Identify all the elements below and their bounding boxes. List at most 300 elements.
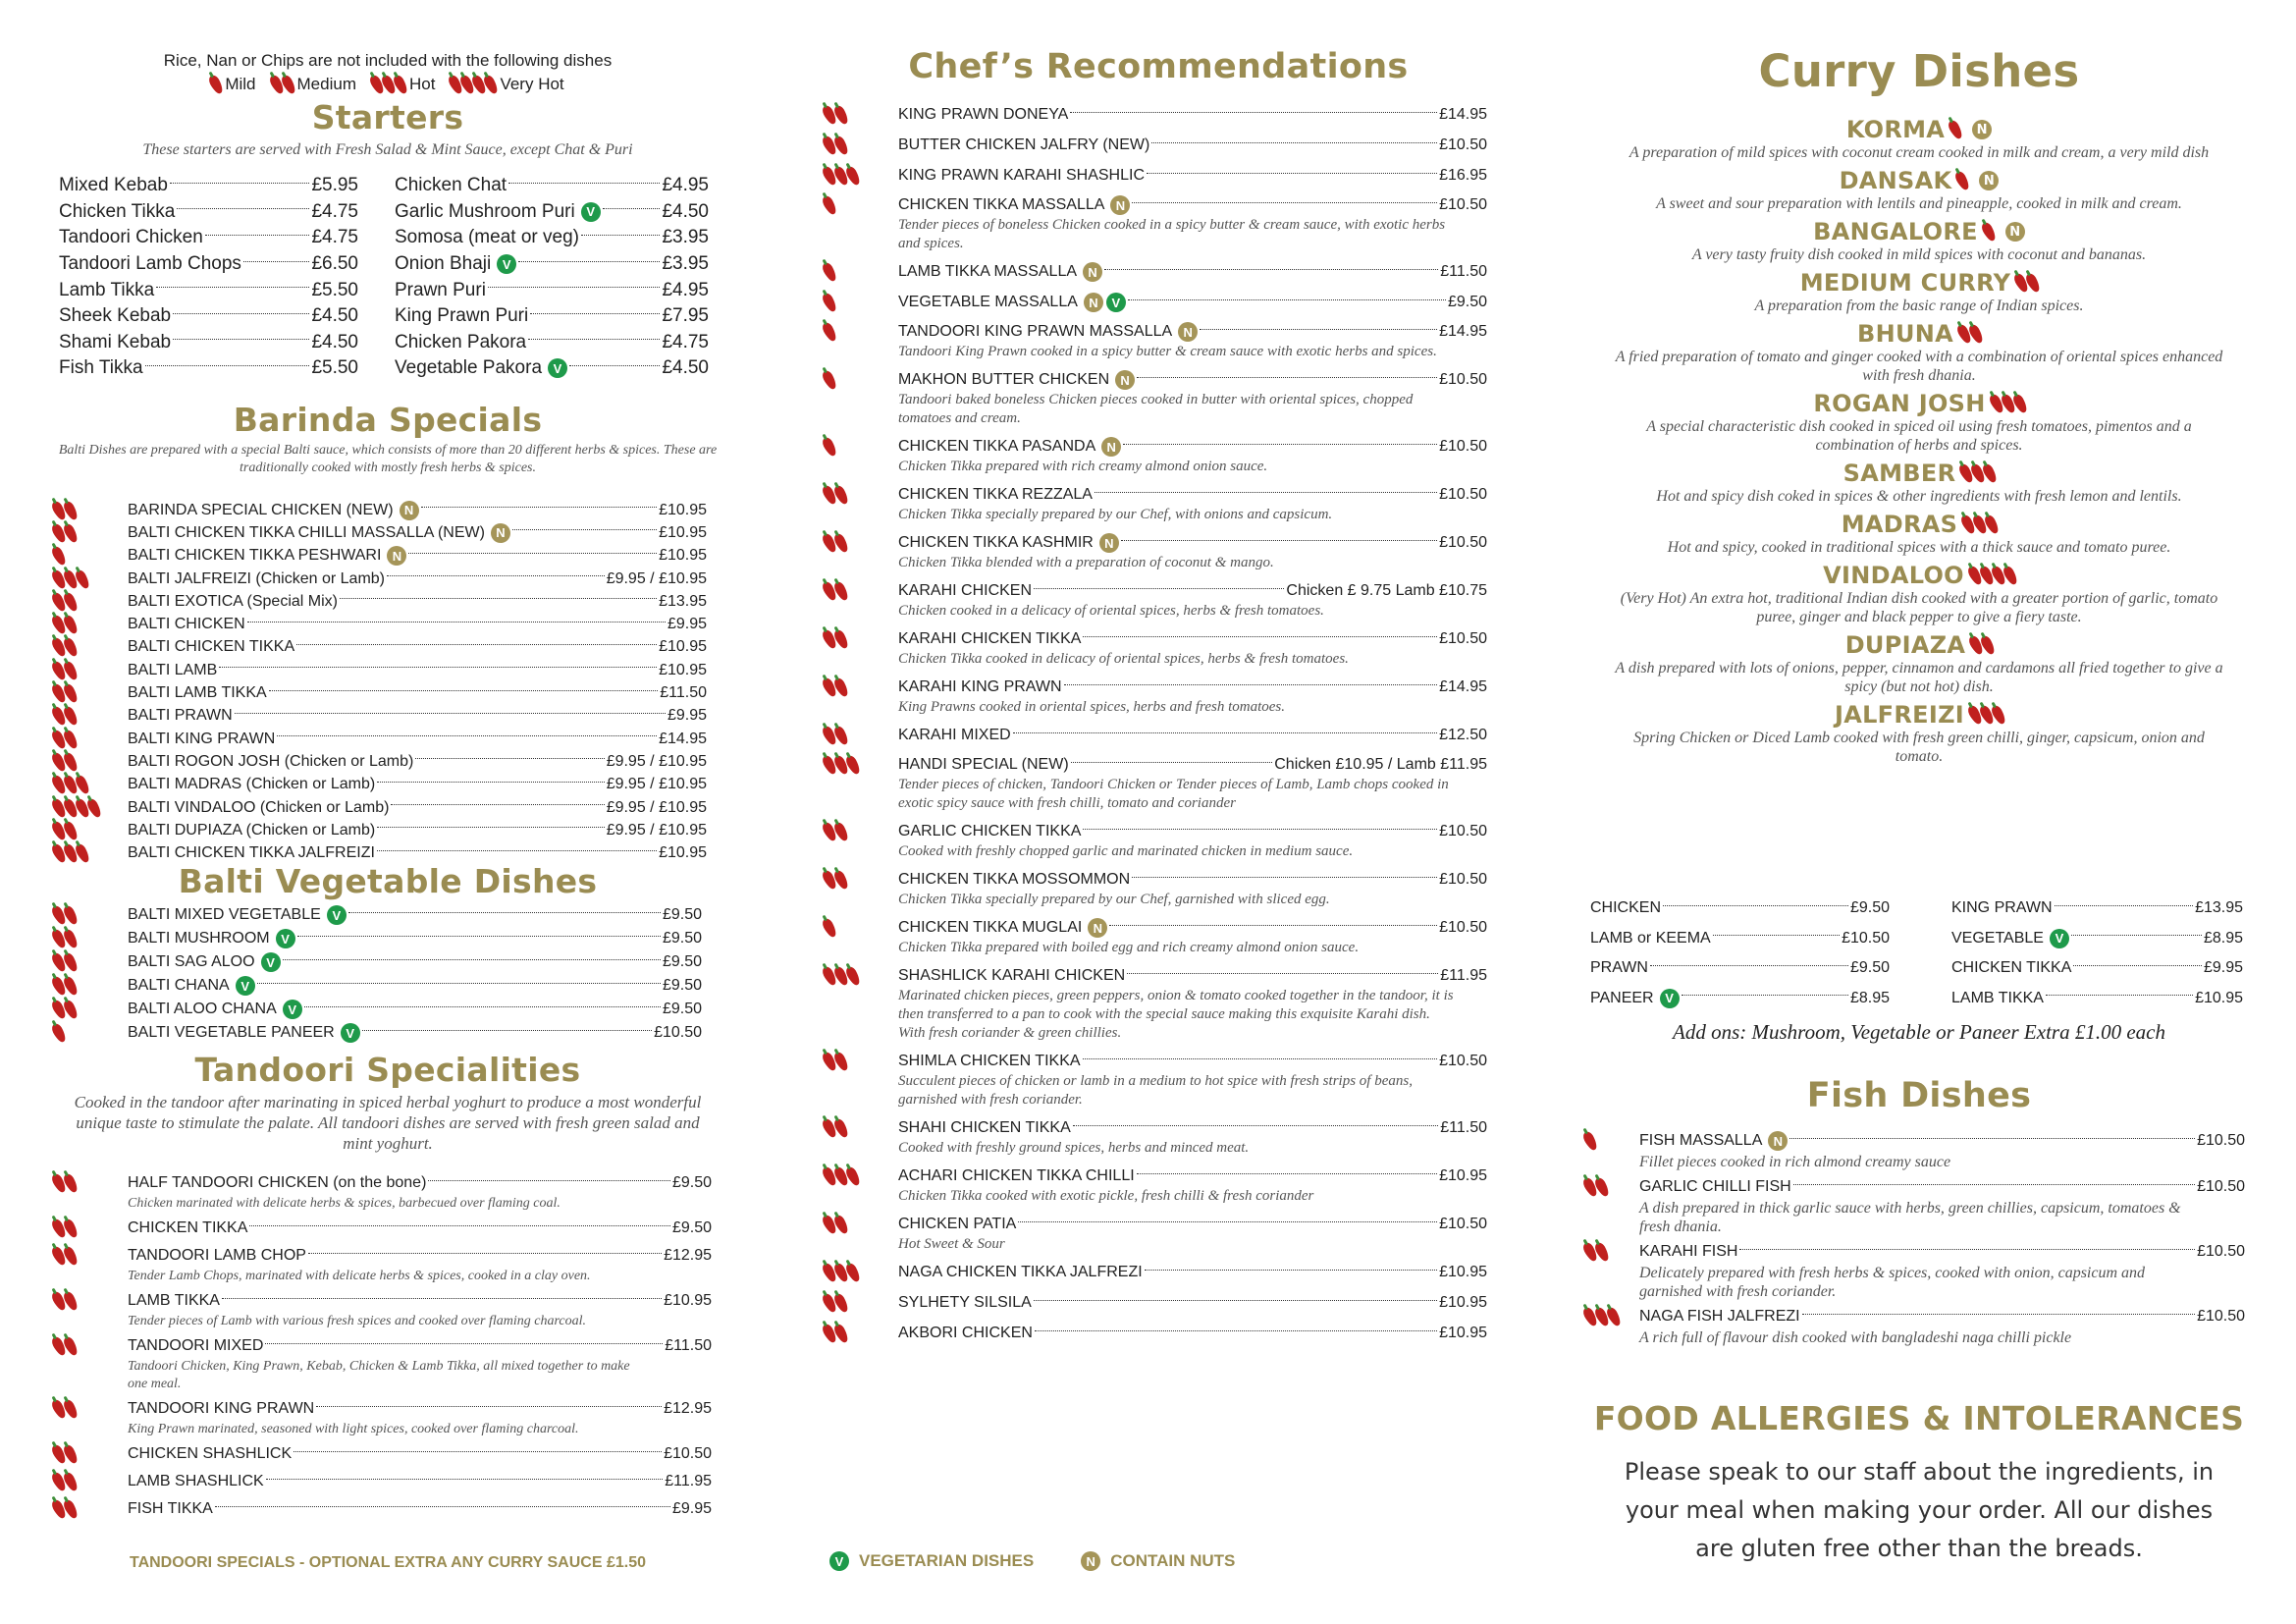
- badge-group: [1115, 370, 1135, 390]
- item-price: £9.50: [662, 977, 702, 994]
- menu-item: [54, 659, 707, 681]
- heat-cell: [54, 1399, 128, 1419]
- menu-item: [54, 1442, 712, 1466]
- legend-item: [372, 75, 435, 94]
- item-name: BALTI CHICKEN TIKKA JALFREIZI: [128, 844, 375, 862]
- item-price: £9.95: [671, 1500, 712, 1517]
- item-price: £10.50: [1439, 1053, 1487, 1069]
- item-name: Garlic Mushroom Puri: [395, 200, 575, 222]
- item-name: KING PRAWN KARAHI SHASHLIC: [898, 167, 1146, 184]
- dot-leader: [488, 287, 661, 288]
- menu-item: [54, 545, 707, 568]
- heat-cell: [825, 195, 898, 215]
- menu-item: [54, 636, 707, 659]
- menu-item: [395, 303, 709, 330]
- menu-item: [54, 1470, 712, 1493]
- dot-leader: [1121, 540, 1437, 541]
- dot-leader: [377, 827, 604, 828]
- item-price: £10.50: [2197, 1308, 2245, 1325]
- chili-rating: [272, 75, 294, 94]
- item-price: £10.50: [664, 1445, 712, 1462]
- chili-rating: [54, 1000, 76, 1019]
- chili-rating: [211, 75, 221, 94]
- menu-item: [825, 135, 1487, 156]
- nuts-icon: N: [1084, 293, 1103, 312]
- dot-leader: [362, 1030, 652, 1031]
- heat-cell: [54, 637, 128, 657]
- item-price: £10.95: [659, 638, 707, 656]
- chili-rating: [825, 1166, 858, 1186]
- legend-label: Medium: [296, 75, 356, 93]
- menu-item: [54, 774, 707, 796]
- item-price: £10.50: [1439, 919, 1487, 936]
- item-name: Chicken Pakora: [395, 331, 527, 352]
- chili-icon: [1980, 221, 1998, 243]
- curry-name: MEDIUM CURRY: [1799, 269, 2011, 297]
- heat-cell: [825, 1293, 898, 1313]
- menu-item: [54, 1021, 702, 1045]
- dot-leader: [316, 1406, 662, 1407]
- badge-group: [1083, 262, 1102, 282]
- chili-rating: [1961, 463, 1995, 483]
- dot-leader: [297, 936, 661, 937]
- item-price: £11.95: [1440, 967, 1487, 984]
- heat-cell: [54, 546, 128, 566]
- chili-rating: [1585, 1131, 1595, 1151]
- chili-rating: [54, 569, 87, 589]
- heat-cell: [825, 1166, 898, 1186]
- menu-item: [825, 436, 1487, 458]
- item-price: £11.50: [1440, 1119, 1487, 1136]
- chili-rating: [825, 1324, 846, 1343]
- heat-cell: [54, 1023, 128, 1043]
- dot-leader: [2071, 935, 2202, 936]
- dot-leader: [219, 667, 657, 668]
- menu-item: [825, 1323, 1487, 1344]
- chili-rating: [825, 1118, 846, 1138]
- item-name: CHICKEN TIKKA REZZALA: [898, 486, 1093, 503]
- item-price: £9.95: [667, 616, 707, 633]
- curry-description: A sweet and sour preparation with lentils and pineapple, cooked in milk and cream.: [1656, 195, 2182, 212]
- vegetarian-icon: V: [1106, 293, 1126, 312]
- heat-cell: [825, 437, 898, 457]
- dot-leader: [265, 1343, 663, 1344]
- menu-item: [54, 927, 702, 950]
- chili-rating: [825, 370, 834, 390]
- menu-item: [59, 173, 358, 199]
- item-price: £10.50: [1439, 196, 1487, 213]
- item-description: Tender pieces of chicken, Tandoori Chicken or Tender pieces of Lamb, Lamb chops cooked in exotic spicy sauce with fresh chilli, tomato and coriander: [898, 777, 1449, 811]
- menu-item: [825, 1214, 1487, 1235]
- legend-label: Mild: [225, 75, 256, 93]
- barinda-title: Barinda Specials: [233, 401, 543, 439]
- item-description: Tandoori Chicken, King Prawn, Kebab, Chicken & Lamb Tikka, all mixed together to make one meal.: [128, 1359, 630, 1391]
- heat-cell: [825, 1215, 898, 1234]
- dot-leader: [408, 553, 657, 554]
- item-description: A rich full of flavour dish cooked with bangladeshi naga chilli pickle: [1639, 1329, 2072, 1346]
- dot-leader: [1127, 973, 1438, 974]
- dot-leader: [1070, 112, 1437, 113]
- item-price: £4.75: [311, 200, 358, 222]
- heat-cell: [54, 1499, 128, 1519]
- chili-rating: [372, 75, 405, 94]
- chili-rating: [825, 322, 834, 342]
- vegetarian-icon: V: [341, 1023, 360, 1043]
- item-name: BALTI ALOO CHANA: [128, 1001, 277, 1017]
- curry-dish-name: [1585, 562, 2253, 589]
- item-description: Chicken Tikka prepared with boiled egg and rich creamy almond onion sauce.: [898, 940, 1360, 955]
- menu-item: [825, 725, 1487, 746]
- dot-leader: [2073, 965, 2202, 966]
- menu-item: [54, 568, 707, 590]
- nuts-icon: N: [1110, 195, 1130, 215]
- item-name: LAMB TIKKA: [1951, 989, 2044, 1006]
- item-description: King Prawn marinated, seasoned with light spices, cooked over flaming charcoal.: [128, 1422, 579, 1436]
- key-veg-label: VEGETARIAN DISHES: [859, 1551, 1035, 1570]
- barinda-subtitle: Balti Dishes are prepared with a special Balti sauce, which consists of more than 20 different herbs & spices. These are traditionally cooked with mostly fresh herbs & spices.: [58, 443, 718, 475]
- item-price: £4.50: [311, 305, 358, 327]
- curry-dish-name: [1585, 390, 2253, 417]
- dot-leader: [1073, 1125, 1439, 1126]
- nuts-icon: N: [1979, 171, 1999, 190]
- item-price: £9.50: [662, 930, 702, 947]
- heat-cell: [825, 870, 898, 890]
- chili-rating: [54, 1499, 76, 1519]
- item-price: £7.95: [662, 305, 709, 327]
- chili-rating: [54, 592, 76, 612]
- dot-leader: [387, 575, 605, 576]
- item-name: PANEER: [1590, 989, 1654, 1006]
- curry-name: DANSAK: [1839, 167, 1952, 194]
- nuts-icon: N: [1101, 437, 1121, 457]
- menu-item: [825, 292, 1487, 313]
- badge-group: [261, 952, 281, 972]
- badge-group: [1979, 171, 1999, 190]
- chili-rating: [54, 929, 76, 948]
- chili-rating: [825, 677, 846, 697]
- chili-rating: [54, 1173, 76, 1193]
- item-name: King Prawn Puri: [395, 305, 529, 327]
- menu-item: [825, 1165, 1487, 1187]
- item-description: Chicken Tikka cooked with exotic pickle, fresh chilli & fresh coriander: [898, 1188, 1314, 1204]
- curry-description: (Very Hot) An extra hot, traditional Indian dish cooked with a greater portion of garlic, tomato puree, ginger and black pepper to give a fiery taste.: [1620, 590, 2218, 625]
- dot-leader: [1083, 829, 1437, 830]
- curry-name: JALFREIZI: [1834, 701, 1965, 729]
- badge-group: [327, 905, 347, 925]
- allergy-title: FOOD ALLERGIES & INTOLERANCES: [1593, 1399, 2245, 1437]
- menu-item: [825, 821, 1487, 842]
- menu-item: [395, 251, 709, 278]
- heat-cell: [54, 523, 128, 543]
- chili-rating: [54, 1291, 76, 1311]
- menu-item: [395, 199, 709, 226]
- chili-rating: [1959, 324, 1981, 344]
- tandoori-footer: TANDOORI SPECIALS - OPTIONAL EXTRA ANY CURRY SAUCE £1.50: [129, 1554, 646, 1571]
- chili-rating: [825, 1052, 846, 1071]
- vegetarian-icon: V: [548, 358, 567, 378]
- chili-rating: [1970, 705, 2003, 725]
- item-price: £10.50: [1439, 1216, 1487, 1232]
- dot-leader: [277, 735, 657, 736]
- item-price: £9.50: [662, 953, 702, 970]
- item-price: £10.50: [2197, 1178, 2245, 1195]
- item-price: £4.95: [662, 279, 709, 300]
- item-description: A dish prepared in thick garlic sauce with herbs, green chillies, capsicum, tomatoes & fresh dhania.: [1639, 1200, 2181, 1235]
- item-description: Succulent pieces of chicken or lamb in a medium to hot spice with fresh strips of beans, garnished with fresh coriander.: [898, 1073, 1413, 1108]
- item-name: BALTI DUPIAZA (Chicken or Lamb): [128, 821, 376, 839]
- dot-leader: [1137, 377, 1437, 378]
- item-name: FISH MASSALLA: [1639, 1132, 1763, 1149]
- menu-item: [54, 1217, 712, 1240]
- menu-item: [1951, 953, 2243, 984]
- tandoori-list: [54, 1171, 712, 1521]
- menu-item: [54, 796, 707, 819]
- heat-cell: [825, 293, 898, 312]
- dot-leader: [528, 339, 660, 340]
- heat-cell: [54, 1246, 128, 1266]
- chili-rating: [825, 1263, 858, 1282]
- menu-item: [825, 484, 1487, 506]
- item-name: BUTTER CHICKEN JALFRY (NEW): [898, 136, 1150, 153]
- menu-item: [54, 705, 707, 728]
- dot-leader: [156, 287, 309, 288]
- chili-rating: [825, 726, 846, 745]
- dot-leader: [205, 235, 310, 236]
- chili-rating: [1971, 635, 1993, 655]
- chili-icon: [50, 1022, 68, 1044]
- curry-list: [1585, 116, 2253, 766]
- curry-dish-name: [1585, 116, 2253, 143]
- menu-item: [395, 173, 709, 199]
- item-price: £10.95: [659, 523, 707, 541]
- menu-item: [825, 321, 1487, 343]
- item-price: £5.50: [311, 357, 358, 379]
- item-name: BALTI CHICKEN: [128, 616, 245, 633]
- curry-dish-name: [1585, 320, 2253, 348]
- dot-leader: [1034, 1300, 1437, 1301]
- curry-description: Hot and spicy, cooked in traditional spices with a thick sauce and tomato puree.: [1667, 539, 2171, 556]
- chili-rating: [54, 1399, 76, 1419]
- legend-item: [211, 75, 255, 94]
- menu-item: [54, 728, 707, 750]
- chili-rating: [825, 966, 858, 986]
- badge-group: [2005, 222, 2025, 242]
- fish-list: [1585, 1129, 2245, 1347]
- item-price: £9.50: [662, 906, 702, 923]
- dot-leader: [512, 529, 657, 530]
- item-name: Shami Kebab: [59, 331, 172, 352]
- dot-leader: [377, 850, 657, 851]
- chili-rating: [1585, 1242, 1607, 1262]
- item-description: Hot Sweet & Sour: [898, 1236, 1005, 1252]
- dot-leader: [1132, 202, 1437, 203]
- badge-group: [1768, 1131, 1788, 1151]
- item-name: CHICKEN: [1590, 899, 1662, 917]
- item-price: £9.95: [2203, 959, 2243, 977]
- item-price: £13.95: [659, 592, 707, 610]
- dot-leader: [1132, 877, 1437, 878]
- chili-rating: [54, 1472, 76, 1491]
- dot-leader: [1035, 1330, 1437, 1331]
- chili-icon: [821, 321, 838, 343]
- item-description: Tandoori baked boneless Chicken pieces cooked in butter with oriental spices, chopped tomatoes and cream.: [898, 392, 1414, 426]
- dot-leader: [1739, 1249, 2195, 1250]
- menu-item: [59, 330, 358, 356]
- dot-leader: [1151, 142, 1437, 143]
- item-name: BALTI CHANA: [128, 977, 230, 994]
- menu-item: [54, 1171, 712, 1195]
- item-name: AKBORI CHICKEN: [898, 1325, 1033, 1341]
- curry-dish-name: [1585, 167, 2253, 194]
- menu-item: [825, 1292, 1487, 1314]
- badge-group: [581, 202, 601, 222]
- dot-leader: [222, 1298, 662, 1299]
- item-name: CHICKEN TIKKA MUGLAI: [898, 919, 1083, 936]
- item-name: LAMB TIKKA: [128, 1292, 220, 1309]
- item-name: BALTI MUSHROOM: [128, 930, 270, 947]
- menu-item: [54, 1244, 712, 1268]
- dot-leader: [1123, 444, 1437, 445]
- item-price: £10.95: [1439, 1294, 1487, 1311]
- item-name: VEGETABLE MASSALLA: [898, 294, 1078, 310]
- item-name: CHICKEN TIKKA MASSALLA: [898, 196, 1105, 213]
- menu-item: [825, 869, 1487, 891]
- dot-leader: [518, 261, 660, 262]
- item-price: £10.50: [1439, 371, 1487, 388]
- item-name: KARAHI MIXED: [898, 727, 1011, 743]
- menu-item: [54, 1397, 712, 1421]
- curry-addons: Add ons: Mushroom, Vegetable or Paneer Extra £1.00 each: [1673, 1020, 2165, 1044]
- item-price: £3.95: [662, 253, 709, 275]
- allergy-text: Please speak to our staff about the ingredients, in your meal when making your order. All our dishes are gluten free other than the breads.: [1624, 1458, 2215, 1562]
- item-name: BALTI CHICKEN TIKKA CHILLI MASSALLA (NEW): [128, 523, 485, 541]
- dot-leader: [145, 365, 310, 366]
- item-name: KARAHI CHICKEN: [898, 582, 1033, 599]
- chili-rating: [1970, 566, 2015, 585]
- chili-rating: [54, 730, 76, 749]
- menu-item: [54, 819, 707, 841]
- heat-cell: [54, 843, 128, 863]
- heat-cell: [54, 1291, 128, 1311]
- badge-group: [1660, 989, 1680, 1008]
- chili-rating: [825, 581, 846, 601]
- dot-leader: [1064, 684, 1438, 685]
- item-name: KARAHI FISH: [1639, 1243, 1738, 1260]
- item-name: Chicken Chat: [395, 175, 507, 196]
- dot-leader: [296, 644, 657, 645]
- item-description: Delicately prepared with fresh herbs & spices, cooked with onion, capsicum and garnished with fresh coriander.: [1639, 1265, 2146, 1300]
- dot-leader: [1650, 965, 1848, 966]
- menu-item: [1590, 924, 1890, 954]
- chili-icon: [821, 436, 838, 458]
- item-name: TANDOORI LAMB CHOP: [128, 1247, 306, 1264]
- menu-item: [825, 677, 1487, 698]
- item-name: Fish Tikka: [59, 357, 143, 379]
- item-price: £9.50: [1849, 899, 1890, 917]
- chili-rating: [1957, 171, 1967, 190]
- menu-item: [395, 330, 709, 356]
- chili-rating: [825, 293, 834, 312]
- menu-item: [1951, 924, 2243, 954]
- column-right: [1585, 0, 2253, 1624]
- item-price: £9.95 / £10.95: [606, 821, 707, 839]
- vegetarian-icon: V: [276, 929, 295, 948]
- curry-name: BANGALORE: [1813, 218, 1978, 245]
- menu-item: [59, 251, 358, 278]
- dot-leader: [1682, 995, 1848, 996]
- badge-group: [283, 1000, 302, 1019]
- curry-prices-right: [1951, 893, 2243, 1013]
- item-name: GARLIC CHICKEN TIKKA: [898, 823, 1082, 839]
- chili-rating: [54, 821, 76, 840]
- item-price: £12.95: [664, 1247, 712, 1264]
- badge-group: [1084, 293, 1126, 312]
- menu-item: [59, 277, 358, 303]
- item-description: Chicken marinated with delicate herbs & spices, barbecued over flaming coal.: [128, 1196, 561, 1211]
- item-price: £9.95 / £10.95: [606, 798, 707, 816]
- column-middle: [825, 0, 1492, 1624]
- item-name: CHICKEN TIKKA KASHMIR: [898, 534, 1094, 551]
- heat-cell: [54, 1336, 128, 1356]
- chili-rating: [54, 843, 87, 863]
- item-name: SYLHETY SILSILA: [898, 1294, 1032, 1311]
- heat-cell: [825, 966, 898, 986]
- heat-cell: [54, 1444, 128, 1464]
- item-name: BALTI LAMB: [128, 661, 218, 678]
- nuts-icon: N: [387, 546, 406, 566]
- dot-leader: [304, 1006, 661, 1007]
- nuts-icon: N: [491, 523, 510, 543]
- dot-leader: [1083, 636, 1437, 637]
- chef-title: Chef’s Recommendations: [908, 47, 1409, 86]
- item-name: BALTI EXOTICA (Special Mix): [128, 592, 338, 610]
- curry-dish-name: [1585, 269, 2253, 297]
- item-name: SHIMLA CHICKEN TIKKA: [898, 1053, 1081, 1069]
- dot-leader: [415, 758, 604, 759]
- curry-dish-name: [1585, 460, 2253, 487]
- item-name: TANDOORI MIXED: [128, 1337, 264, 1354]
- dot-leader: [247, 622, 666, 623]
- menu-item: [54, 1289, 712, 1313]
- chili-rating: [825, 629, 846, 649]
- item-price: £9.95 / £10.95: [606, 752, 707, 770]
- starters-title: Starters: [311, 98, 464, 136]
- legend-items: [54, 75, 721, 94]
- item-price: £9.95 / £10.95: [606, 776, 707, 793]
- item-price: £10.50: [1439, 534, 1487, 551]
- dot-leader: [428, 1180, 670, 1181]
- curry-description: A fried preparation of tomato and ginger cooked with a combination of oriental spices enhanced with fresh dhania.: [1615, 349, 2223, 384]
- heat-cell: [54, 730, 128, 749]
- badge-group: [236, 976, 255, 996]
- item-name: CHICKEN SHASHLICK: [128, 1445, 293, 1462]
- item-name: KARAHI CHICKEN TIKKA: [898, 630, 1082, 647]
- legend-label: Hot: [408, 75, 436, 93]
- item-name: Onion Bhaji: [395, 253, 492, 275]
- item-name: PRAWN: [1590, 959, 1648, 977]
- dot-leader: [569, 365, 660, 366]
- item-name: NAGA FISH JALFREZI: [1639, 1308, 1800, 1325]
- menu-item: [825, 532, 1487, 554]
- chili-rating: [451, 75, 496, 94]
- item-price: £4.50: [311, 331, 358, 352]
- item-price: £9.95: [667, 707, 707, 725]
- menu-item: [54, 613, 707, 635]
- heat-cell: [54, 592, 128, 612]
- curry-name: SAMBER: [1842, 460, 1956, 487]
- heat-cell: [54, 706, 128, 726]
- chili-rating: [54, 523, 76, 543]
